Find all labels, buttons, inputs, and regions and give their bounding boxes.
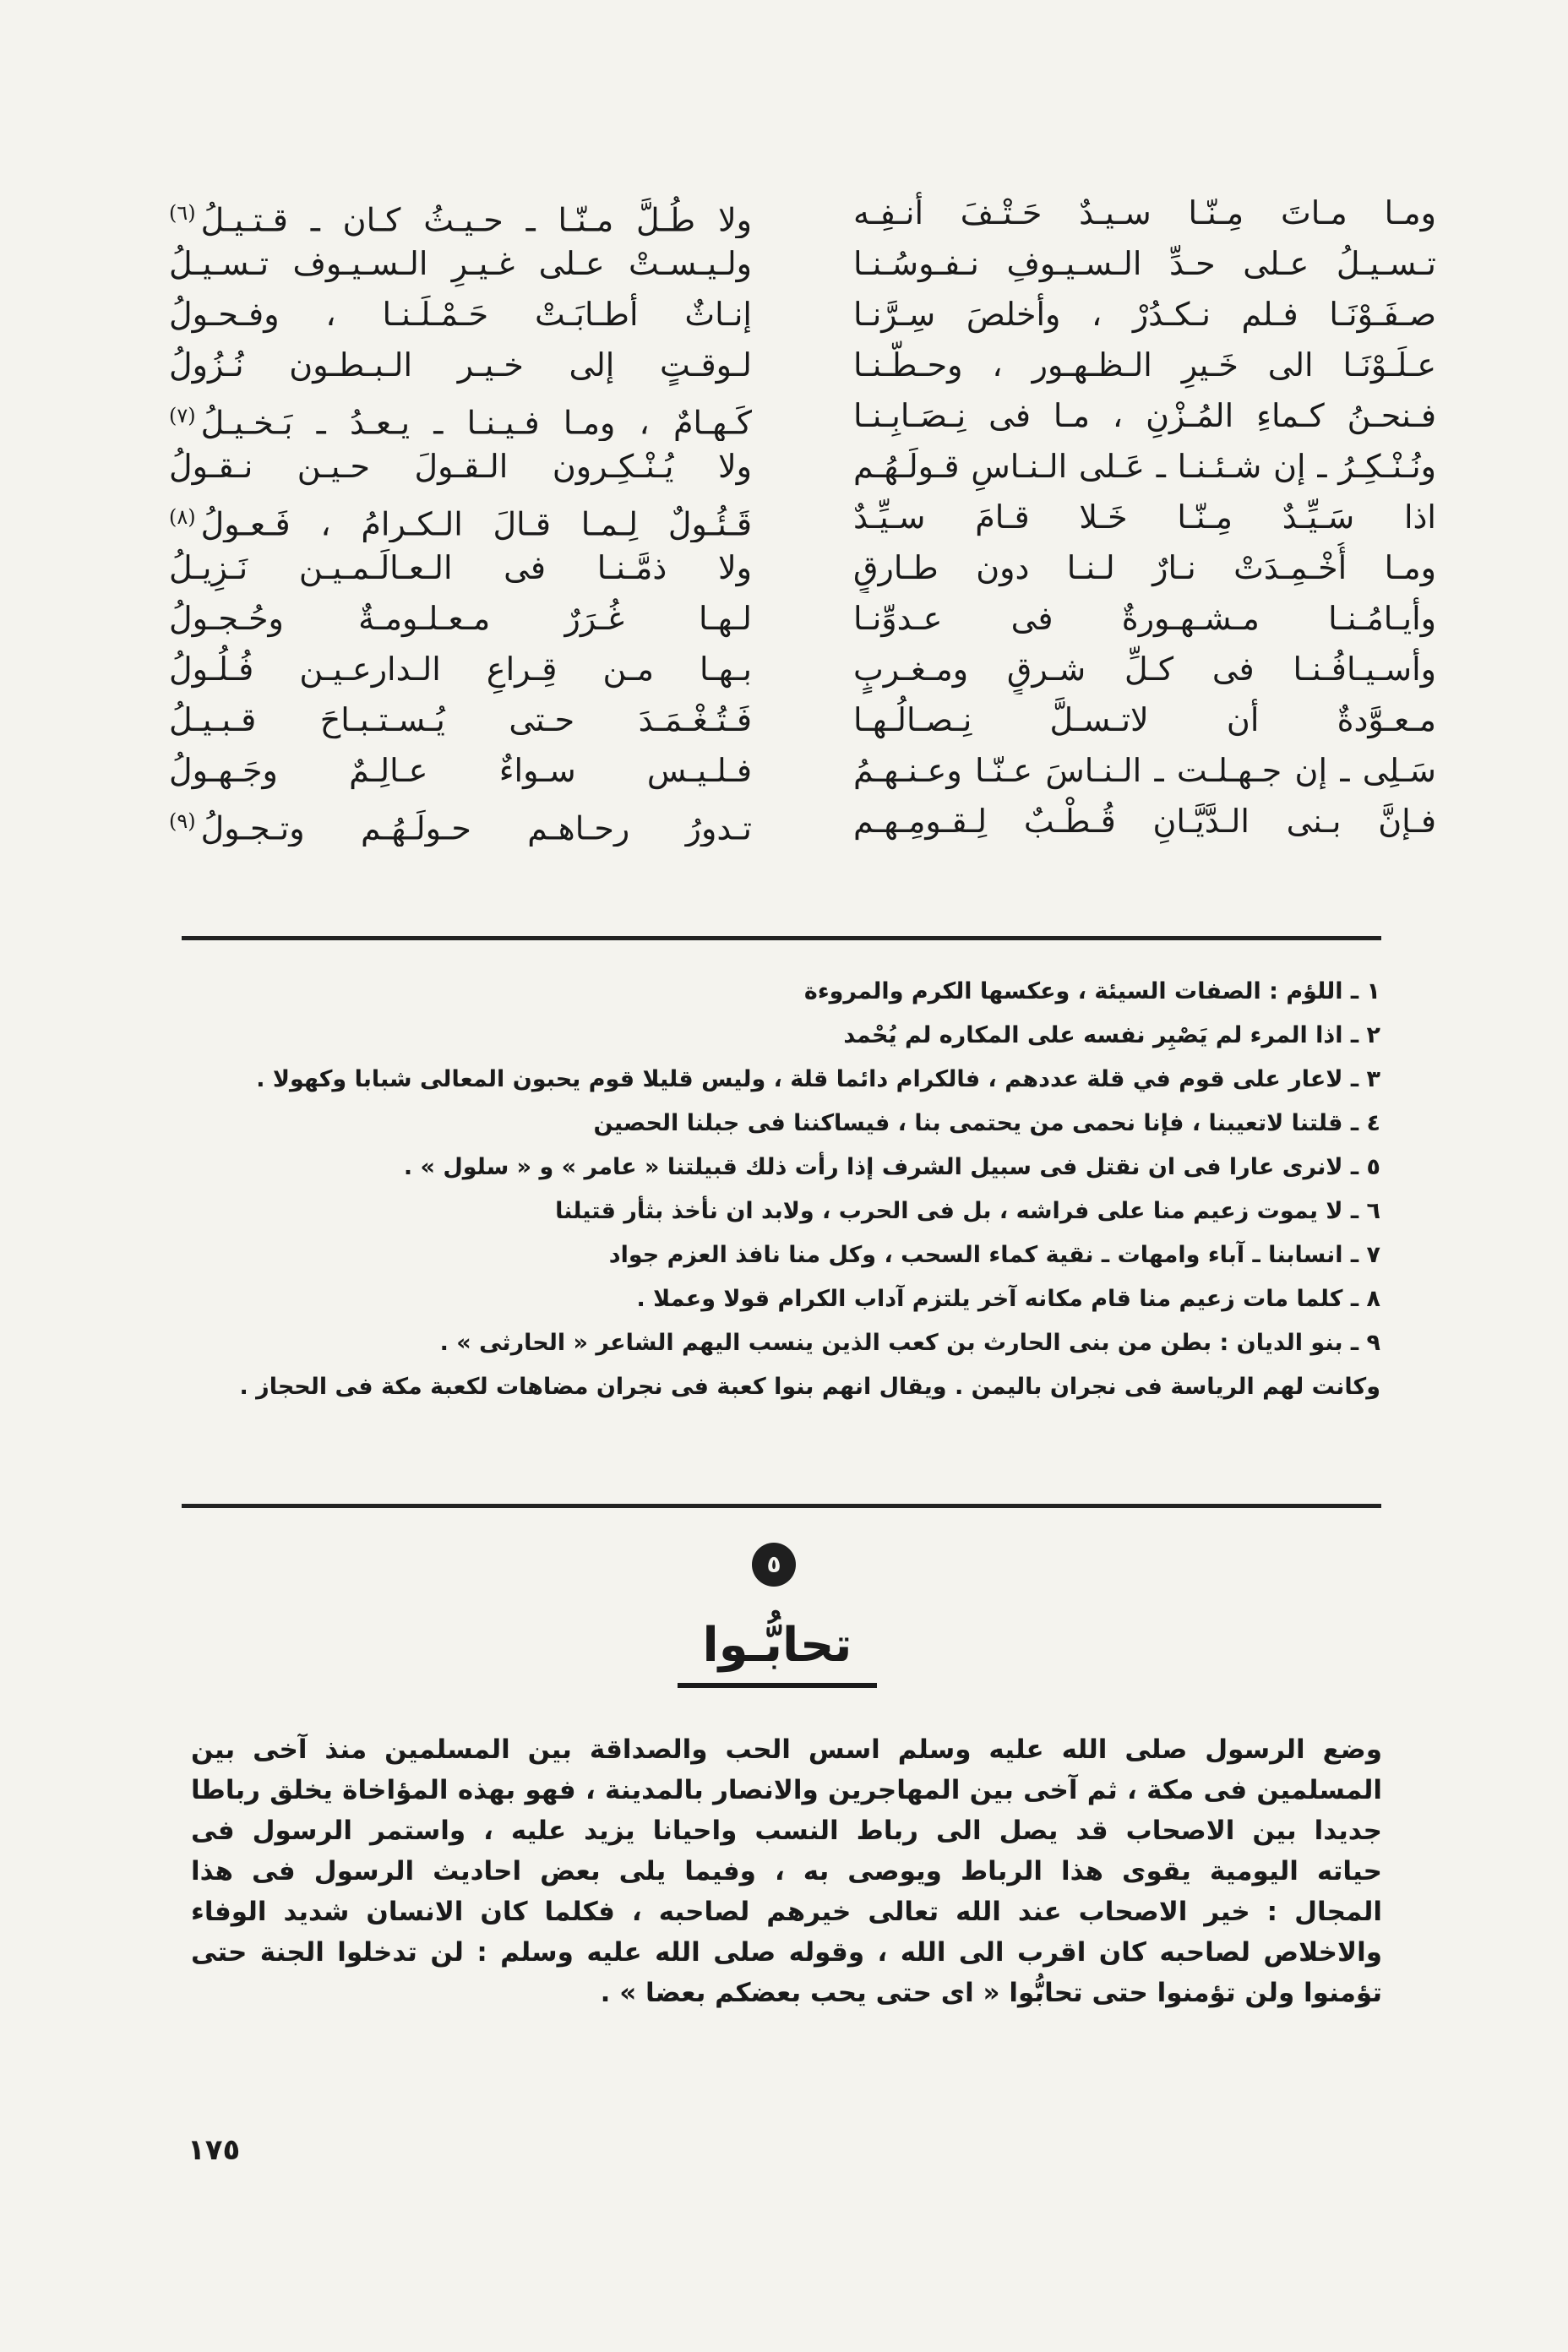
verse-line: [169, 390, 752, 441]
verse-text: ولا ذمَّـنـا فى الـعـالَـمـيـن نَـزِيـلُ: [169, 549, 752, 586]
verse-line: [169, 492, 752, 542]
section-title-text: تحابُّـوا: [678, 1612, 878, 1688]
verse-line: [169, 441, 752, 492]
footnote-ref: (٩): [169, 809, 196, 833]
verse-line: [169, 796, 752, 847]
verse-line: [169, 289, 752, 340]
footnote: وكانت لهم الرياسة فى نجران باليمن . ويقال انهم بنوا كعبة فى نجران مضاهات لكعبة مكة فى الحجاز .: [239, 1374, 1380, 1400]
verse-line: [853, 694, 1436, 745]
footnotes-divider-bottom: [182, 1504, 1381, 1508]
verse-text: لـوقـتٍ إلى خـيـر الـبـطـون نُـزُولُ: [169, 346, 752, 384]
footnote: ٦ ـ لا يموت زعيم منا على فراشه ، بل فى الحرب ، ولابد ان نأخذ بثأر قتيلنا: [555, 1198, 1380, 1224]
verse-line: [853, 796, 1436, 847]
verse-line: [169, 542, 752, 593]
footnote: ٣ ـ لاعار على قوم في قلة عددهم ، فالكرام دائما قلة ، وليس قليلا قوم يحبون المعالى شبابا وكهولا .: [256, 1066, 1380, 1092]
verse-line: [169, 188, 752, 238]
verse-text: وأيـامُـنـا مـشـهـورةٌ فى عـدوِّنـا: [853, 600, 1436, 637]
verse-text: صـفَـوْنَـا فـلم نـكـدُرْ ، وأخلصَ سِـرَّنـا: [853, 296, 1436, 333]
verse-line: [853, 340, 1436, 390]
verse-line: [853, 593, 1436, 644]
verse-text: تـسـيـلُ عـلى حـدِّ الـسـيـوفِ نـفـوسُـنـا: [853, 245, 1436, 282]
verse-text: لـهـا غُـرَرٌ مـعـلـومـةٌ وحُـجـولُ: [169, 600, 752, 637]
verse-text: ونُـنْـكِـرُ ـ إن شـئـنـا ـ عَـلى الـنـاسِ قـولَـهُـم: [853, 448, 1436, 485]
paragraph-line: حياته اليومية يقوى هذا الرباط ويوصى به ، وفيما يلى بعض احاديث الرسول فى هذا: [191, 1856, 1382, 1886]
verse-text: ولا طُـلَّ مـنّـا ـ حـيـثُ كـان ـ قـتـيـلُ: [200, 201, 752, 238]
verse-text: ومـا مـاتَ مِـنّـا سـيـدٌ حَـتْـفَ أنـفِـه: [853, 194, 1436, 231]
poem-right-column: [853, 188, 1436, 847]
footnotes: [189, 970, 1380, 1409]
verse-text: بـهـا مـن قِـراعِ الـدارعـيـن فُـلُـولُ: [169, 651, 752, 688]
footnotes-divider-top: [182, 936, 1381, 940]
verse-line: [853, 188, 1436, 238]
paragraph-line: تؤمنوا ولن تؤمنوا حتى تحابُّوا « اى حتى يحب بعضكم بعضا » .: [600, 1978, 1382, 2008]
verse-line: [169, 340, 752, 390]
footnote-ref: (٧): [169, 404, 196, 427]
page-number: ١٧٥: [188, 2133, 241, 2167]
verse-text: فـلـيـس سـواءٌ عـالِـمٌ وجَـهـولُ: [169, 752, 752, 789]
verse-text: كَـهـامٌ ، ومـا فـيـنـا ـ يـعـدُ ـ بَـخـيـلُ: [200, 404, 752, 441]
verse-text: عـلَـوْنَـا الى خَـيرِ الـظـهـور ، وحـطّـنـا: [853, 346, 1436, 384]
verse-text: فـإنَّ بـنى الـدَّيَّـانِ قُـطْـبٌ لِـقـومِـهـم: [853, 803, 1436, 840]
verse-line: [853, 238, 1436, 289]
section-number-badge: ٥: [752, 1543, 796, 1587]
verse-line: [169, 644, 752, 694]
footnote: ٥ ـ لانرى عارا فى ان نقتل فى سبيل الشرف إذا رأت ذلك قبيلتنا « عامر » و « سلول » .: [403, 1154, 1380, 1180]
verse-line: [853, 441, 1436, 492]
footnote: ٨ ـ كلما مات زعيم منا قام مكانه آخر يلتزم آداب الكرام قولا وعملا .: [636, 1286, 1380, 1312]
footnote: ٩ ـ بنو الديان : بطن من بنى الحارث بن كعب الذين ينسب اليهم الشاعر « الحارثى » .: [439, 1330, 1380, 1356]
footnote: ٧ ـ انسابنا ـ آباء وامهات ـ نقية كماء السحب ، وكل منا نافذ العزم جواد: [608, 1242, 1380, 1268]
section-paragraph: [191, 1729, 1382, 2013]
verse-line: [853, 644, 1436, 694]
verse-text: إنـاثٌ أطـابَـتْ حَـمْـلَـنـا ، وفـحـولُ: [169, 296, 752, 333]
verse-line: [853, 289, 1436, 340]
paragraph-line: والاخلاص لصاحبه كان اقرب الى الله ، وقوله صلى الله عليه وسلم : لن تدخلوا الجنة حتى: [191, 1937, 1382, 1968]
verse-text: ولـيـسـتْ عـلى غـيـرِ الـسـيـوف تـسـيـلُ: [169, 245, 752, 282]
footnote: ١ ـ اللؤم : الصفات السيئة ، وعكسها الكرم والمروءة: [803, 978, 1380, 1004]
footnote: ٢ ـ اذا المرء لم يَصْبِر نفسه على المكاره لم يُحْمد: [843, 1022, 1380, 1048]
verse-text: وأسـيـافُـنـا فى كـلِّ شـرقٍ ومـغـربٍ: [853, 651, 1436, 688]
poem: [169, 188, 1436, 847]
verse-line: [853, 745, 1436, 796]
verse-text: ومـا أُخْـمِـدَتْ نـارٌ لـنـا دون طـارقٍ: [853, 549, 1436, 586]
verse-text: تـدورُ رحـاهـم حـولَـهُـم وتـجـولُ: [200, 809, 752, 847]
verse-text: سَـلِى ـ إن جـهـلـت ـ الـنـاسَ عـنّـا وعـنـهـمُ: [853, 752, 1436, 789]
paragraph-line: المسلمين فى مكة ، ثم آخى بين المهاجرين والانصار بالمدينة ، فهو بهذه المؤاخاة يخلق رباطا: [191, 1775, 1382, 1805]
verse-line: [169, 745, 752, 796]
verse-text: فَـتُـغْـمَـدَ حـتى يُـسـتـبـاحَ قـبـيـلُ: [169, 701, 752, 738]
verse-text: قَـئُـولٌ لِـمـا قـالَ الـكـرامُ ، فَـعـولُ: [200, 505, 752, 542]
footnote-ref: (٨): [169, 505, 196, 529]
verse-line: [853, 542, 1436, 593]
section-title: [608, 1612, 946, 1688]
verse-line: [169, 238, 752, 289]
paragraph-line: وضع الرسول صلى الله عليه وسلم اسس الحب والصداقة بين المسلمين منذ آخى بين: [191, 1734, 1382, 1765]
footnote-ref: (٦): [169, 201, 196, 225]
verse-line: [169, 694, 752, 745]
paragraph-line: المجال : خير الاصحاب عند الله تعالى خيرهم لصاحبه ، فكلما كان الانسان شديد الوفاء: [191, 1897, 1382, 1927]
verse-line: [853, 492, 1436, 542]
poem-left-column: [169, 188, 752, 847]
verse-text: مـعـوَّدةٌ أن لاتـسـلَّ نِـصـالُـهـا: [853, 701, 1436, 738]
verse-text: فـنحـنُ كـماءِ المُـزْنِ ، مـا فى نِـصَـابِـنـا: [853, 397, 1436, 434]
verse-line: [853, 390, 1436, 441]
verse-text: اذا سَـيِّـدٌ مِـنّـا خَـلا قـامَ سـيِّـدٌ: [853, 498, 1436, 536]
verse-line: [169, 593, 752, 644]
verse-text: ولا يُـنْـكِـرون الـقـولَ حـيـن نـقـولُ: [169, 448, 752, 485]
footnote: ٤ ـ قلتنا لاتعيبنا ، فإنا نحمى من يحتمى بنا ، فيساكننا فى جبلنا الحصين: [593, 1110, 1380, 1136]
paragraph-line: جديدا بين الاصحاب قد يصل الى رباط النسب واحيانا يزيد عليه ، واستمر الرسول فى: [191, 1816, 1382, 1846]
